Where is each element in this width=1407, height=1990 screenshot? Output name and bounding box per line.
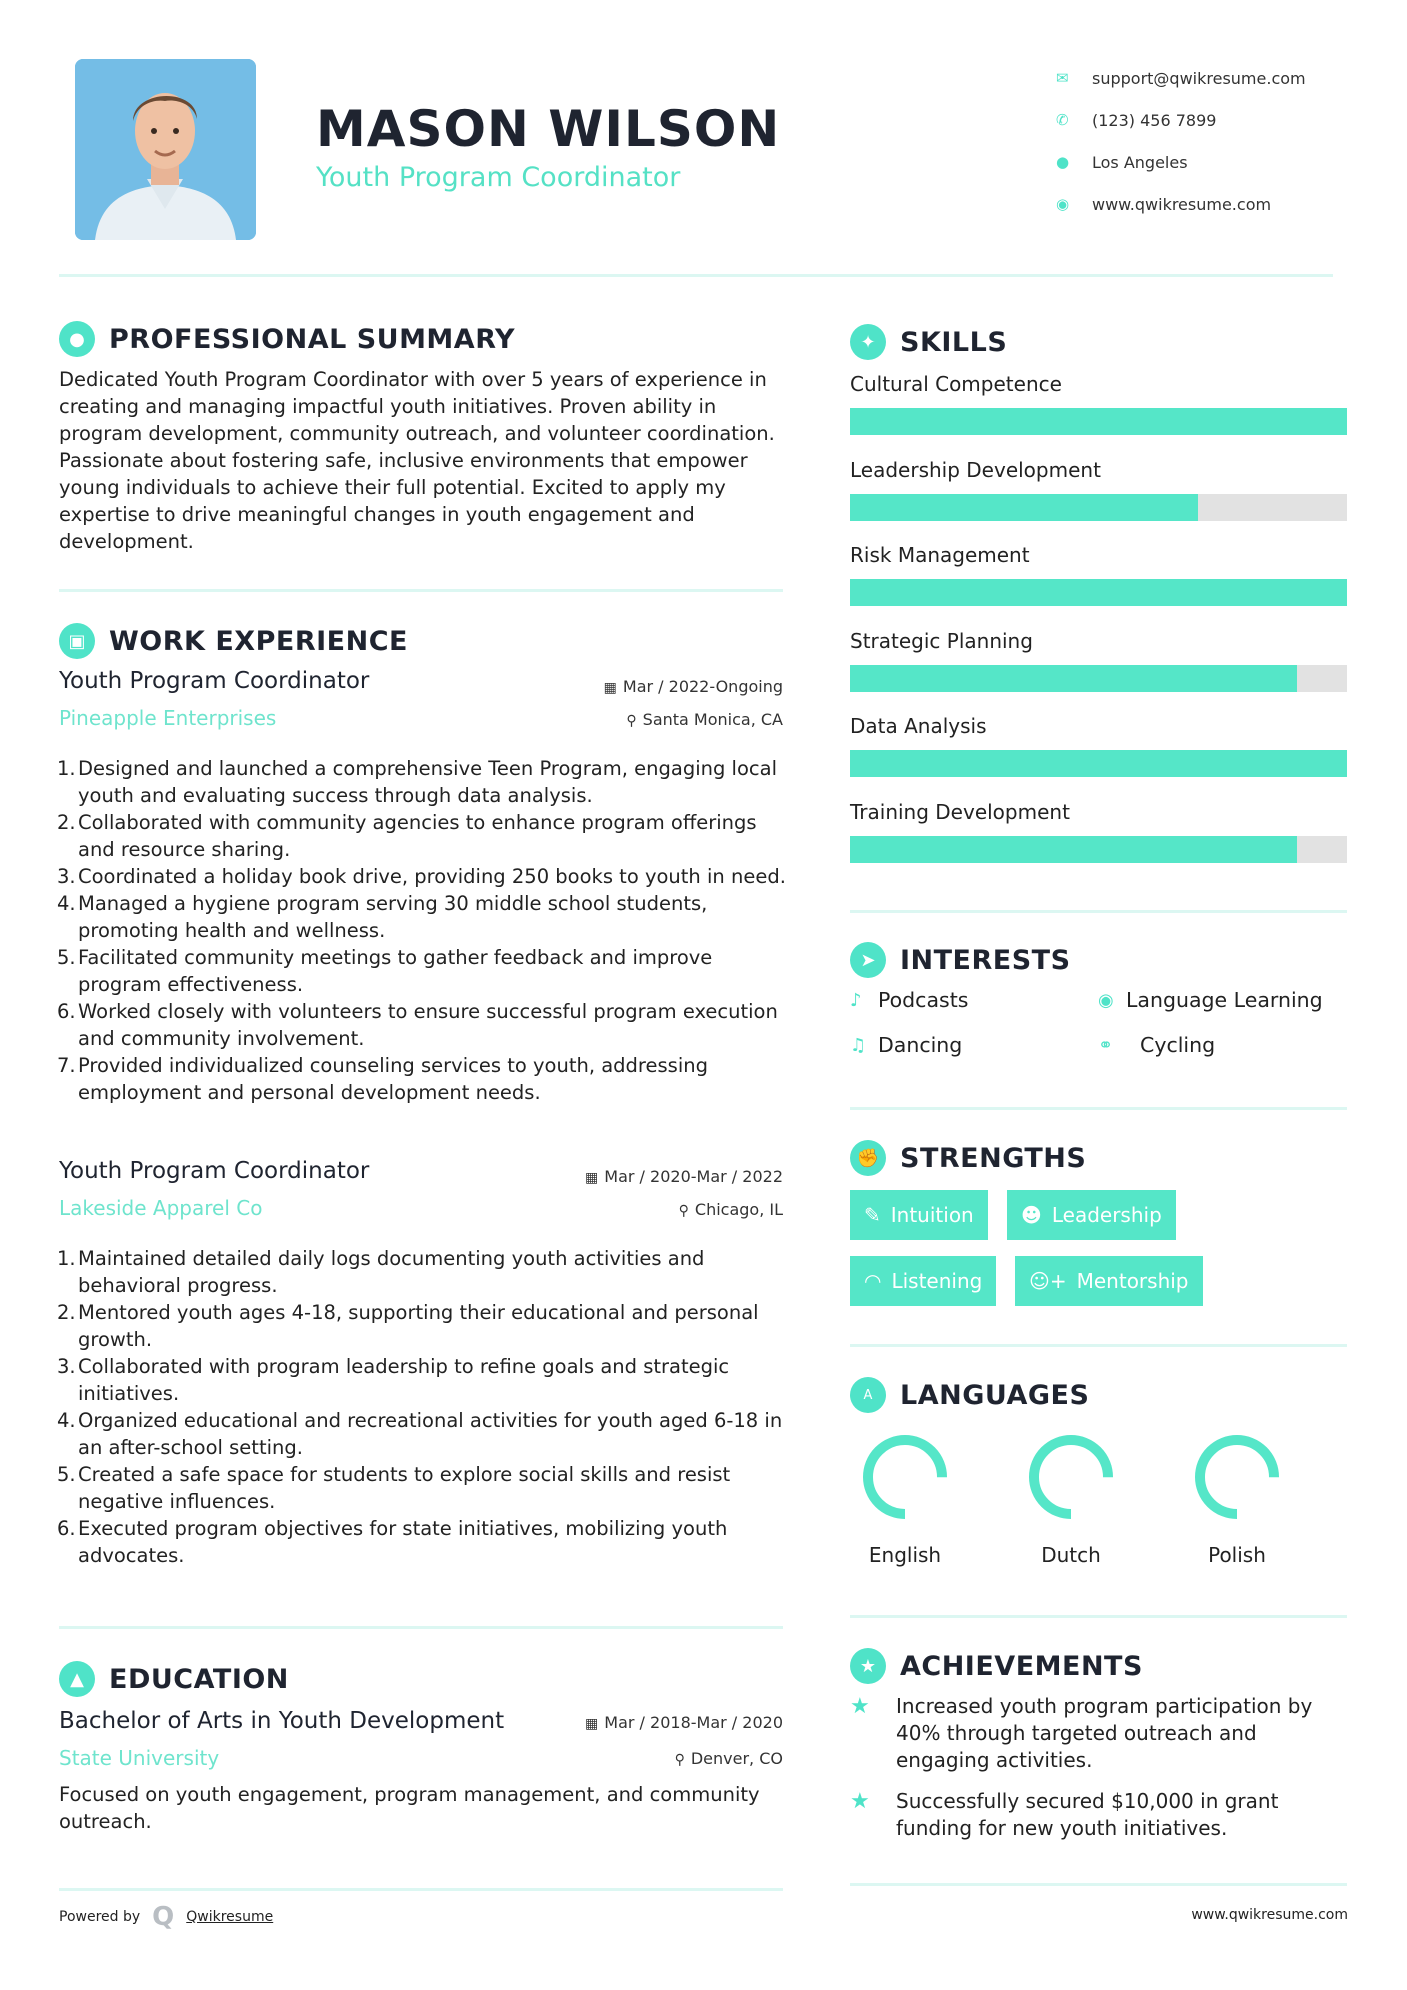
skill-bar-fill bbox=[850, 836, 1297, 863]
achievement-item bbox=[850, 1693, 1347, 1774]
interest-label: Language Learning bbox=[1126, 988, 1323, 1012]
skill-bar bbox=[850, 665, 1347, 692]
language-ring bbox=[1026, 1432, 1116, 1522]
language-icon: A bbox=[850, 1377, 886, 1413]
language-name: Dutch bbox=[1041, 1543, 1101, 1567]
section-divider bbox=[59, 1626, 783, 1629]
skill-bar bbox=[850, 408, 1347, 435]
skill-name: Leadership Development bbox=[850, 457, 1101, 482]
interest-label: Cycling bbox=[1140, 1033, 1216, 1057]
skill-bar bbox=[850, 750, 1347, 777]
pushpin-icon: ⚲ bbox=[678, 1203, 689, 1219]
candidate-title: Youth Program Coordinator bbox=[316, 162, 681, 193]
section-divider bbox=[850, 1107, 1347, 1110]
contact-location bbox=[1056, 141, 1306, 183]
section-title: EDUCATION bbox=[109, 1663, 289, 1695]
bicycle-icon: ⚭ bbox=[1098, 1034, 1114, 1056]
fist-icon: ✊ bbox=[850, 1140, 886, 1176]
section-divider bbox=[59, 589, 783, 592]
contact-text: support@qwikresume.com bbox=[1092, 68, 1306, 88]
job-date-text: Mar / 2020-Mar / 2022 bbox=[604, 1167, 783, 1186]
skill-bar-fill bbox=[850, 494, 1198, 521]
skill-name: Cultural Competence bbox=[850, 372, 1062, 396]
pushpin-icon: ⚲ bbox=[674, 1752, 685, 1768]
job-company: Pineapple Enterprises bbox=[59, 706, 277, 730]
skill-name: Risk Management bbox=[850, 543, 1030, 567]
skill-bar-fill bbox=[850, 665, 1297, 692]
list-item: 3. Collaborated with program leadership to refine goals and strategic initiatives. bbox=[57, 1355, 730, 1405]
job-location-text: Chicago, IL bbox=[694, 1200, 783, 1219]
strength-chip bbox=[850, 1256, 996, 1306]
skill-bar-fill bbox=[850, 408, 1347, 435]
job-date bbox=[585, 1167, 783, 1186]
strength-label: Listening bbox=[891, 1269, 983, 1293]
user-plus-icon: ☺+ bbox=[1029, 1269, 1067, 1293]
education-date-text: Mar / 2018-Mar / 2020 bbox=[604, 1713, 783, 1732]
list-item: 1. Maintained detailed daily logs documenting youth activities and behavioral progress. bbox=[57, 1247, 705, 1297]
strength-label: Intuition bbox=[890, 1203, 974, 1227]
powered-by-label: Powered by bbox=[59, 1909, 141, 1925]
list-item: 4. Organized educational and recreational activities for youth aged 6-18 in an after-school setting. bbox=[57, 1409, 783, 1459]
list-item: 3. Coordinated a holiday book drive, providing 250 books to youth in need. bbox=[57, 865, 786, 888]
job-title: Youth Program Coordinator bbox=[59, 1158, 370, 1184]
degree-title: Bachelor of Arts in Youth Development bbox=[59, 1708, 505, 1734]
job-date bbox=[604, 677, 783, 696]
envelope-icon: ✉ bbox=[1056, 69, 1069, 87]
users-icon: ☻ bbox=[1021, 1203, 1042, 1227]
summary-text: Dedicated Youth Program Coordinator with over 5 years of experience in creating and managing impactful youth initiatives. Proven ability in program development, community outreach, and volunteer coordination. Passionate about fostering safe, inclusive environments that empower young individuals to achieve their full potential. Excited to apply my expertise to drive meaningful changes in youth engagement and development. bbox=[59, 368, 775, 553]
phone-icon: ✆ bbox=[1056, 111, 1069, 129]
skills-header bbox=[850, 324, 1007, 360]
skill-bar bbox=[850, 836, 1347, 863]
calendar-icon: ▦ bbox=[585, 1170, 599, 1186]
section-title: INTERESTS bbox=[900, 944, 1071, 976]
interest-label: Podcasts bbox=[878, 988, 969, 1012]
skill-bar-fill bbox=[850, 579, 1347, 606]
globe-icon: ◉ bbox=[1056, 195, 1070, 213]
section-divider bbox=[850, 1883, 1347, 1886]
skill-name: Data Analysis bbox=[850, 714, 987, 738]
interest-item bbox=[850, 988, 968, 1012]
contact-website[interactable] bbox=[1056, 183, 1306, 225]
list-item: 1. Designed and launched a comprehensive Teen Program, engaging local youth and evaluating success through data analysis. bbox=[57, 757, 777, 807]
job-bullets bbox=[59, 1245, 794, 1569]
star-badge-icon: ★ bbox=[850, 1648, 886, 1684]
language-ring bbox=[860, 1432, 950, 1522]
music-note-icon: ♫ bbox=[850, 1034, 867, 1056]
contact-text: www.qwikresume.com bbox=[1092, 194, 1272, 214]
job-bullets bbox=[59, 755, 794, 1106]
list-item: 7. Provided individualized counseling services to youth, addressing employment and personal development needs. bbox=[57, 1054, 708, 1104]
skill-bar bbox=[850, 494, 1347, 521]
strength-chip bbox=[1007, 1190, 1176, 1240]
languages-header bbox=[850, 1377, 1089, 1413]
list-item: 4. Managed a hygiene program serving 30 middle school students, promoting health and wellness. bbox=[57, 892, 708, 942]
section-title: PROFESSIONAL SUMMARY bbox=[109, 323, 516, 355]
job-title: Youth Program Coordinator bbox=[59, 668, 370, 694]
job-location bbox=[679, 1200, 783, 1219]
star-icon: ★ bbox=[850, 1694, 870, 1719]
candidate-name: MASON WILSON bbox=[316, 100, 781, 158]
chair-icon: ▣ bbox=[59, 623, 95, 659]
interests-header bbox=[850, 942, 1071, 978]
language-name: Polish bbox=[1208, 1543, 1266, 1567]
graduate-icon: ▲ bbox=[59, 1661, 95, 1697]
lightbulb-icon: ✦ bbox=[850, 324, 886, 360]
paper-plane-icon: ➤ bbox=[850, 942, 886, 978]
job-location bbox=[626, 710, 783, 729]
section-title: STRENGTHS bbox=[900, 1142, 1087, 1174]
headphones-icon: ◠ bbox=[864, 1269, 882, 1293]
language-ring bbox=[1192, 1432, 1282, 1522]
strengths-header bbox=[850, 1140, 1086, 1176]
calendar-icon: ▦ bbox=[585, 1716, 599, 1732]
list-item: 6. Worked closely with volunteers to ensure successful program execution and community involvement. bbox=[57, 1000, 778, 1050]
list-item: 5. Created a safe space for students to explore social skills and resist negative influences. bbox=[57, 1463, 731, 1513]
achievement-text: Increased youth program participation by 40% through targeted outreach and engaging activities. bbox=[896, 1694, 1313, 1772]
achievement-item bbox=[850, 1788, 1347, 1842]
skill-name: Training Development bbox=[850, 799, 1070, 824]
achievement-text: Successfully secured $10,000 in grant funding for new youth initiatives. bbox=[896, 1789, 1279, 1840]
qwikresume-logo-icon: Q bbox=[152, 1902, 175, 1932]
globe-icon: ◉ bbox=[1098, 989, 1114, 1011]
education-location-text: Denver, CO bbox=[690, 1749, 783, 1768]
list-item: 2. Mentored youth ages 4-18, supporting their educational and personal growth. bbox=[57, 1301, 759, 1351]
header-divider bbox=[59, 274, 1333, 277]
list-item: 6. Executed program objectives for state initiatives, mobilizing youth advocates. bbox=[57, 1517, 728, 1567]
experience-header bbox=[59, 623, 408, 659]
contact-text: (123) 456 7899 bbox=[1092, 110, 1217, 130]
footer-site[interactable]: www.qwikresume.com bbox=[1191, 1907, 1348, 1923]
section-title: WORK EXPERIENCE bbox=[109, 625, 408, 657]
job-location-text: Santa Monica, CA bbox=[642, 710, 783, 729]
section-divider bbox=[850, 1615, 1347, 1618]
section-title: LANGUAGES bbox=[900, 1379, 1090, 1411]
education-location bbox=[675, 1749, 783, 1768]
education-date bbox=[585, 1713, 783, 1732]
section-title: ACHIEVEMENTS bbox=[900, 1650, 1143, 1682]
skill-bar-fill bbox=[850, 750, 1347, 777]
language-name: English bbox=[868, 1543, 942, 1567]
microphone-icon: ♪ bbox=[850, 989, 862, 1011]
section-divider bbox=[850, 1344, 1347, 1347]
strength-label: Leadership bbox=[1051, 1203, 1162, 1227]
contact-list bbox=[1056, 57, 1306, 225]
pushpin-icon: ⚲ bbox=[626, 713, 637, 729]
interest-item bbox=[1098, 1033, 1215, 1057]
strength-chip bbox=[850, 1190, 988, 1240]
achievements-header bbox=[850, 1648, 1143, 1684]
skill-name: Strategic Planning bbox=[850, 628, 1033, 653]
interest-label: Dancing bbox=[878, 1033, 963, 1057]
interest-item bbox=[850, 1033, 962, 1057]
list-item: 5. Facilitated community meetings to gather feedback and improve program effectiveness. bbox=[57, 946, 713, 996]
profile-photo bbox=[75, 59, 256, 240]
strength-chip bbox=[1015, 1256, 1203, 1306]
job-date-text: Mar / 2022-Ongoing bbox=[622, 677, 783, 696]
contact-email[interactable] bbox=[1056, 57, 1306, 99]
list-item: 2. Collaborated with community agencies to enhance program offerings and resource sharing. bbox=[57, 811, 757, 861]
section-divider bbox=[850, 910, 1347, 913]
summary-header bbox=[59, 321, 515, 357]
star-icon: ★ bbox=[850, 1789, 870, 1814]
interest-item bbox=[1098, 988, 1323, 1012]
section-title: SKILLS bbox=[900, 326, 1008, 358]
footer-powered bbox=[59, 1902, 273, 1932]
education-header bbox=[59, 1661, 289, 1697]
user-icon: ● bbox=[59, 321, 95, 357]
education-text: Focused on youth engagement, program management, and community outreach. bbox=[59, 1783, 760, 1833]
location-pin-icon: ● bbox=[1056, 153, 1070, 171]
brand-link[interactable]: Qwikresume bbox=[186, 1909, 274, 1925]
contact-phone[interactable] bbox=[1056, 99, 1306, 141]
magic-wand-icon: ✎ bbox=[864, 1203, 881, 1227]
skill-bar bbox=[850, 579, 1347, 606]
calendar-icon: ▦ bbox=[603, 680, 617, 696]
section-divider bbox=[59, 1888, 783, 1891]
strength-label: Mentorship bbox=[1076, 1269, 1189, 1293]
contact-text: Los Angeles bbox=[1092, 152, 1188, 172]
job-company: Lakeside Apparel Co bbox=[59, 1196, 263, 1220]
school-name: State University bbox=[59, 1746, 220, 1770]
